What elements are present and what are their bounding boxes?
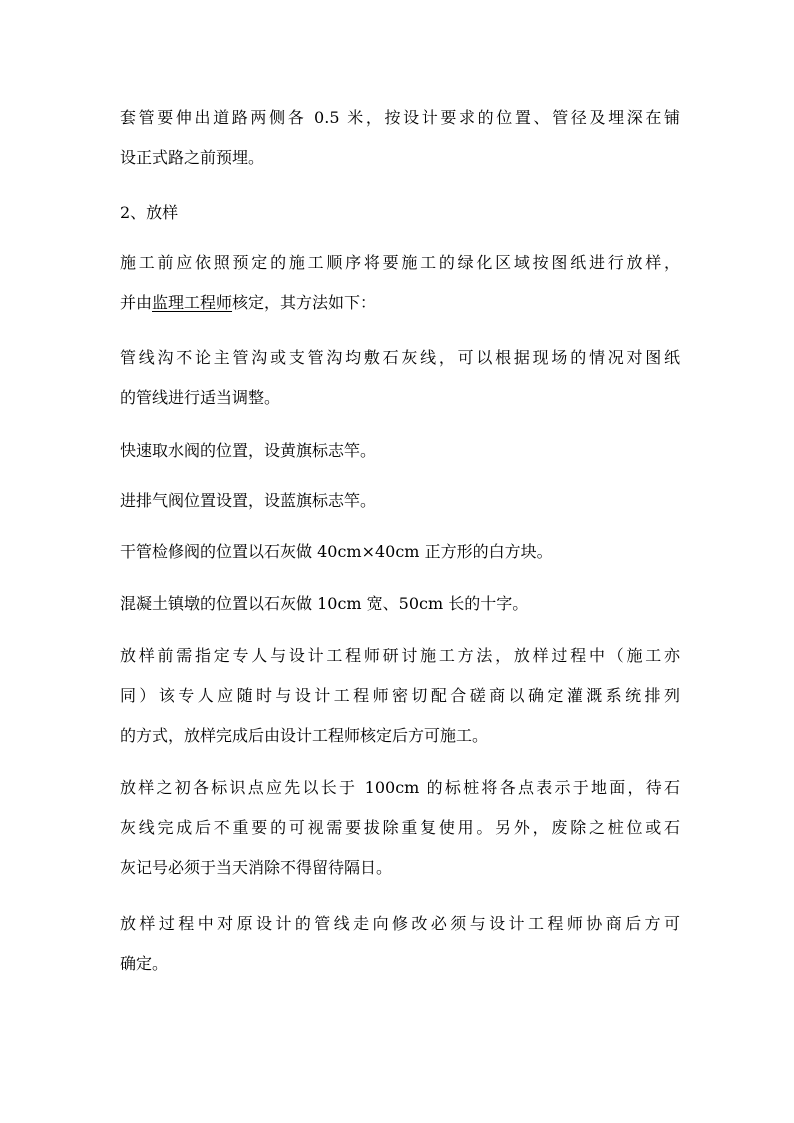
text-line: 混凝土镇墩的位置以石灰做 10cm 宽、50cm 长的十字。 [120, 594, 529, 613]
text-line: 放样过程中对原设计的管线走向修改必须与设计工程师协商后方可 [120, 914, 680, 933]
paragraph-intro [120, 253, 680, 313]
text-line: 放样前需指定专人与设计工程师研讨施工方法，放样过程中（施工亦 [120, 646, 680, 665]
text-line: 放样之初各标识点应先以长于 100cm 的标桩将各点表示于地面，待石 [120, 778, 680, 797]
paragraph-modification [120, 914, 680, 974]
text-line: 套管要伸出道路两侧各 0.5 米，按设计要求的位置、管径及埋深在铺 [120, 108, 680, 127]
paragraph-discussion [120, 646, 680, 746]
supervising-engineer-link[interactable]: 监理工程师 [152, 293, 233, 312]
text-line: 的管线进行适当调整。 [120, 388, 281, 407]
paragraph-trench [120, 348, 680, 408]
paragraph-casing [120, 108, 680, 168]
section-heading [120, 203, 680, 223]
text-line: 灰线完成后不重要的可视需要拔除重复使用。另外，废除之桩位或石 [120, 818, 680, 837]
text-line [120, 293, 680, 313]
section-title: 2、放样 [120, 203, 179, 222]
text-segment: 并由 [120, 293, 153, 312]
text-line: 进排气阀位置设置，设蓝旗标志竿。 [120, 491, 377, 510]
text-line: 施工前应依照预定的施工顺序将要施工的绿化区域按图纸进行放样， [120, 253, 680, 272]
paragraph-markers [120, 778, 680, 878]
text-line: 灰记号必须于当天消除不得留待隔日。 [120, 858, 393, 877]
paragraph-air-valve [120, 491, 680, 511]
text-line: 确定。 [120, 954, 169, 973]
text-line: 同）该专人应随时与设计工程师密切配合磋商以确定灌溉系统排列 [120, 686, 680, 705]
paragraph-maintenance-valve [120, 542, 680, 562]
text-line: 的方式，放样完成后由设计工程师核定后方可施工。 [120, 726, 489, 745]
paragraph-thrust-block [120, 594, 680, 614]
text-line: 干管检修阀的位置以石灰做 40cm×40cm 正方形的白方块。 [120, 542, 553, 561]
text-line: 管线沟不论主管沟或支管沟均敷石灰线，可以根据现场的情况对图纸 [120, 348, 680, 367]
text-line: 设正式路之前预埋。 [120, 148, 265, 167]
paragraph-valve [120, 441, 680, 461]
text-line: 快速取水阀的位置，设黄旗标志竿。 [120, 441, 377, 460]
text-segment: 核定，其方法如下： [232, 293, 377, 312]
